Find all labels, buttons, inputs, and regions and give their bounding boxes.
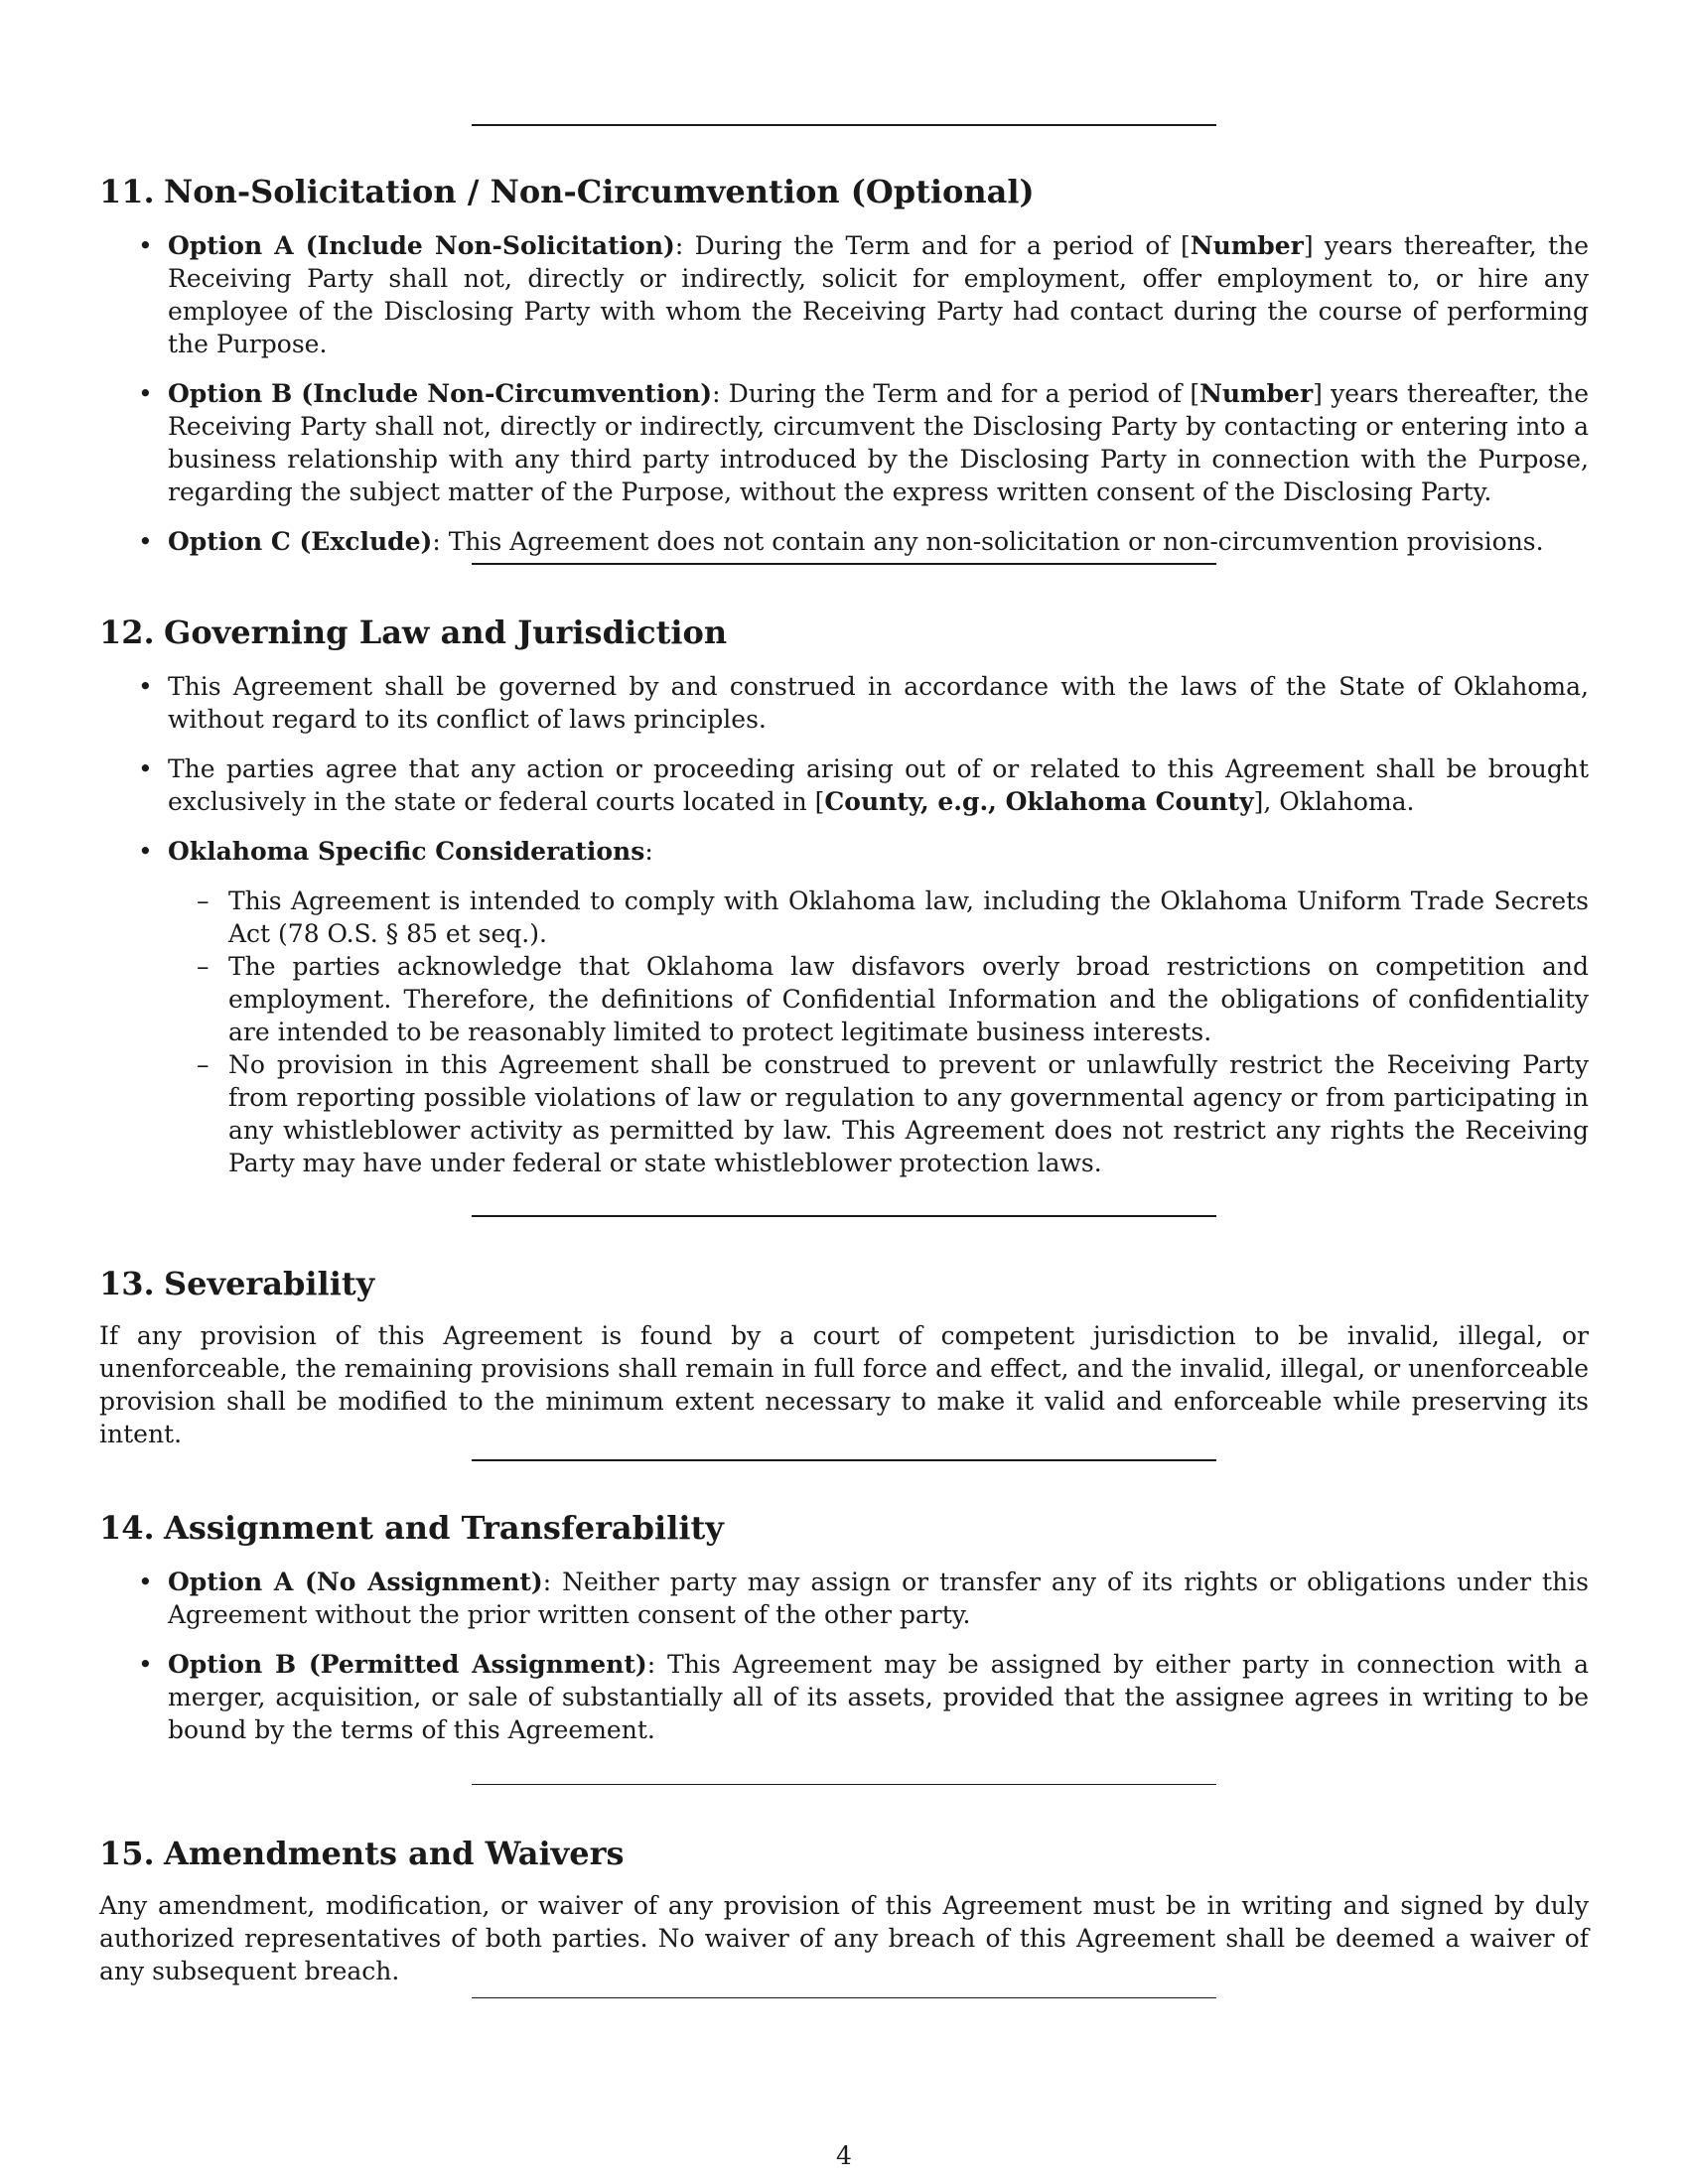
section-paragraph: Any amendment, modification, or waiver of any provision of this Agreement must be in writing and signed by duly authorized representatives of both parties. No waiver of any breach of this Agreement shall be deemed a waiver of any subsequent breach.	[99, 1891, 1589, 1985]
section-15	[99, 1835, 1589, 1987]
option-label: Option B (Permitted Assignment)	[168, 1650, 647, 1679]
separator-rule	[99, 1459, 1589, 1461]
section-heading: 11. Non-Solicitation / Non-Circumvention (Optional)	[99, 173, 1035, 210]
section-13	[99, 1265, 1589, 1450]
option-list	[99, 1566, 1589, 1746]
list-item: • Option B (Include Non-Circumvention): During the Term and for a period of [Number] years thereafter, the Receiving Party shall not, directly or indirectly, circumvent the Disclosing Party by contacting or entering into a business relationship with any third party introduced by the Disclosing Party in connection with the Purpose, regarding the subject matter of the Purpose, without the express written consent of the Disclosing Party.	[99, 377, 1589, 508]
section-heading: 13. Severability	[99, 1265, 375, 1302]
separator-rule	[99, 1784, 1589, 1785]
section-14	[99, 1509, 1589, 1746]
placeholder-field: County, e.g., Oklahoma County	[824, 787, 1254, 816]
section-title: Governing Law and Jurisdiction	[164, 614, 728, 651]
option-list	[99, 229, 1589, 558]
document-page	[99, 0, 1589, 2184]
placeholder-field: Number	[1199, 379, 1314, 408]
section-12	[99, 614, 1589, 1179]
list-item: • Option B (Permitted Assignment): This Agreement may be assigned by either party in connection with a merger, acquisition, or sale of substantially all of its assets, provided that the assignee agrees in writing to be bound by the terms of this Agreement.	[99, 1648, 1589, 1746]
list-item: • Oklahoma Specific Considerations: – This Agreement is intended to comply with Oklahoma law, including the Oklahoma Uniform Trade Secrets Act (78 O.S. § 85 et seq.). – The parties acknowledge that Oklahoma law disfavors overly broad restrictions on competition and employment. Therefore, the definitions of Confidential Information and the obligations of confidentiality are intended to be reasonably limited to protect legitimate business interests. – No provision in this Agreement shall be construed to prevent or unlawfully restrict the Receiving Party from reporting possible violations of law or regulation to any governmental agency or from participating in any whistleblower activity as permitted by law. This Agreement does not restrict any rights the Receiving Party may have under federal or state whistleblower protection laws.	[99, 835, 1589, 1179]
list-item: • This Agreement shall be governed by and construed in accordance with the laws of the State of Oklahoma, without regard to its conflict of laws principles.	[99, 670, 1589, 736]
section-title: Assignment and Transferability	[164, 1509, 724, 1547]
placeholder-field: Number	[1190, 231, 1304, 260]
section-heading: 14. Assignment and Transferability	[99, 1509, 724, 1547]
section-heading: 15. Amendments and Waivers	[99, 1835, 625, 1872]
separator-rule	[99, 1997, 1589, 1998]
sub-list-item: – No provision in this Agreement shall be construed to prevent or unlawfully restrict the Receiving Party from reporting possible violations of law or regulation to any governmental agency or from participating in any whistleblower activity as permitted by law. This Agreement does not restrict any rights the Receiving Party may have under federal or state whistleblower protection laws.	[168, 1048, 1589, 1179]
separator-rule	[99, 563, 1589, 565]
section-paragraph: If any provision of this Agreement is found by a court of competent jurisdiction to be invalid, illegal, or unenforceable, the remaining provisions shall remain in full force and effect, and the invalid, illegal, or unenforceable provision shall be modified to the minimum extent necessary to make it valid and enforceable while preserving its intent.	[99, 1321, 1589, 1448]
separator-rule	[99, 1215, 1589, 1217]
sub-list-item: – The parties acknowledge that Oklahoma law disfavors overly broad restrictions on competition and employment. Therefore, the definitions of Confidential Information and the obligations of confidentiality are intended to be reasonably limited to protect legitimate business interests.	[168, 950, 1589, 1048]
option-label: Option C (Exclude)	[168, 527, 433, 556]
list-item: • The parties agree that any action or proceeding arising out of or related to this Agreement shall be brought exclusively in the state or federal courts located in [County, e.g., Oklahoma County], Oklahoma.	[99, 752, 1589, 818]
section-11	[99, 173, 1589, 558]
option-label: Option A (Include Non-Solicitation)	[168, 231, 675, 260]
sub-list-item: – This Agreement is intended to comply with Oklahoma law, including the Oklahoma Uniform Trade Secrets Act (78 O.S. § 85 et seq.).	[168, 885, 1589, 950]
page-number: 4	[836, 2141, 852, 2170]
list-item: • Option C (Exclude): This Agreement does not contain any non-solicitation or non-circumvention provisions.	[99, 525, 1589, 558]
section-title: Severability	[164, 1265, 375, 1302]
subsection-label: Oklahoma Specific Considerations	[168, 837, 645, 866]
list-item: • Option A (No Assignment): Neither party may assign or transfer any of its rights or obligations under this Agreement without the prior written consent of the other party.	[99, 1566, 1589, 1631]
section-heading: 12. Governing Law and Jurisdiction	[99, 614, 728, 651]
section-title: Amendments and Waivers	[164, 1835, 625, 1872]
clause-list	[99, 670, 1589, 1179]
sub-list	[168, 885, 1589, 1179]
option-label: Option B (Include Non-Circumvention)	[168, 379, 713, 408]
separator-rule	[99, 124, 1589, 126]
list-item: • Option A (Include Non-Solicitation): During the Term and for a period of [Number] years thereafter, the Receiving Party shall not, directly or indirectly, solicit for employment, offer employment to, or hire any employee of the Disclosing Party with whom the Receiving Party had contact during the course of performing the Purpose.	[99, 229, 1589, 360]
section-title: Non-Solicitation / Non-Circumvention (Optional)	[164, 173, 1035, 210]
option-label: Option A (No Assignment)	[168, 1568, 543, 1596]
